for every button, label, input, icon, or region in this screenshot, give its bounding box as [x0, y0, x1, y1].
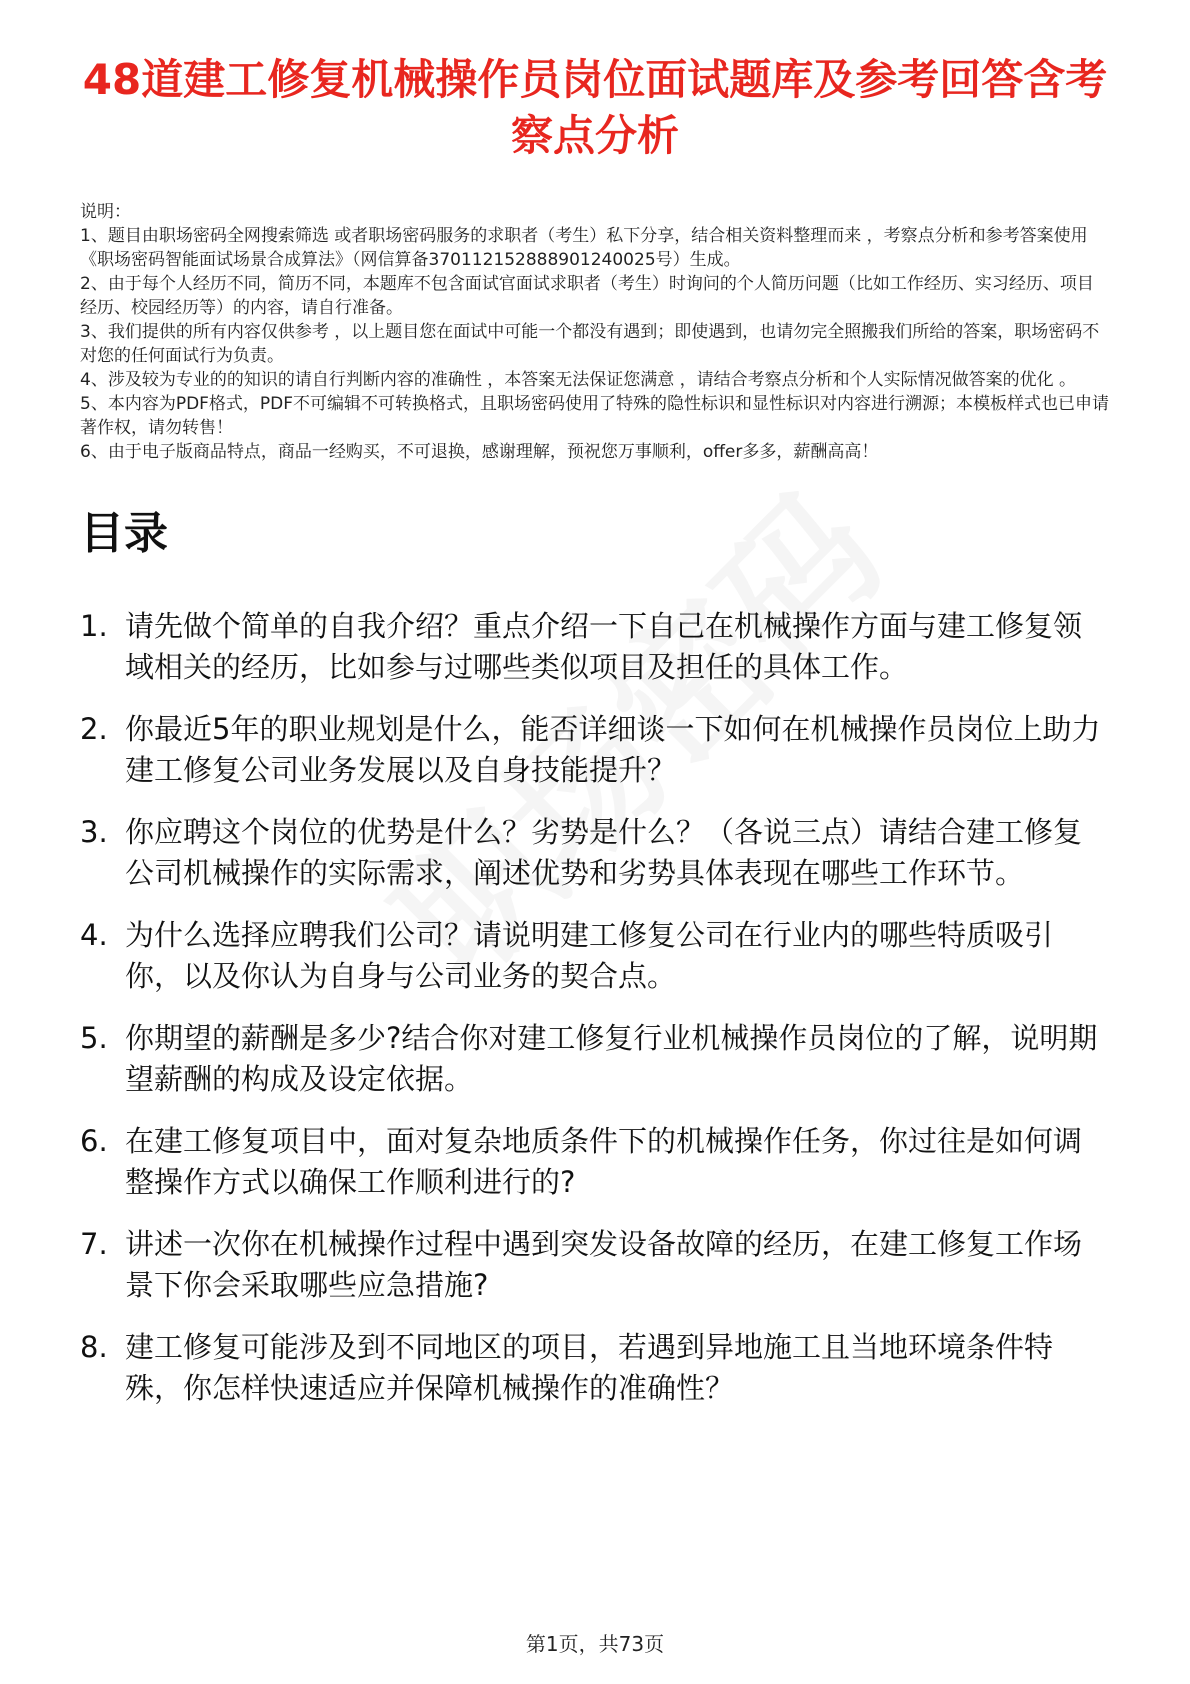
question-item-6 [80, 1121, 1110, 1203]
document-title: 48道建工修复机械操作员岗位面试题库及参考回答含考察点分析 [82, 55, 1108, 160]
question-number: 6. [80, 1124, 108, 1158]
notes-item-5: 5、本内容为PDF格式，PDF不可编辑不可转换格式，且职场密码使用了特殊的隐性标识和显性标识对内容进行溯源；本模板样式也已申请著作权，请勿转售！ [80, 394, 1110, 438]
question-number: 7. [80, 1227, 108, 1261]
question-list [80, 606, 1110, 1409]
question-item-3 [80, 812, 1110, 894]
question-number: 4. [80, 918, 108, 952]
notes-item-1: 1、题目由职场密码全网搜索筛选 或者职场密码服务的求职者（考生）私下分享，结合相关资料整理而来 ，考察点分析和参考答案使用《职场密码智能面试场景合成算法》（网信算备370112152888901240025号）生成。 [80, 226, 1088, 270]
question-item-5 [80, 1018, 1110, 1100]
notes-item-6: 6、由于电子版商品特点，商品一经购买，不可退换，感谢理解，预祝您万事顺利，offer多多，薪酬高高！ [80, 442, 879, 462]
question-number: 2. [80, 712, 108, 746]
question-item-7 [80, 1224, 1110, 1306]
question-item-2 [80, 709, 1110, 791]
question-number: 8. [80, 1330, 108, 1364]
question-text: 你最近5年的职业规划是什么，能否详细谈一下如何在机械操作员岗位上助力建工修复公司业务发展以及自身技能提升？ [125, 712, 1101, 787]
page-footer: 第1页，共73页 [525, 1632, 665, 1656]
question-item-4 [80, 915, 1110, 997]
notes-item-4: 4、涉及较为专业的的知识的请自行判断内容的准确性 ，本答案无法保证您满意 ，请结合考察点分析和个人实际情况做答案的优化 。 [80, 370, 1077, 390]
question-text: 为什么选择应聘我们公司？请说明建工修复公司在行业内的哪些特质吸引你，以及你认为自身与公司业务的契合点。 [125, 918, 1054, 993]
notes-item-2: 2、由于每个人经历不同，简历不同，本题库不包含面试官面试求职者（考生）时询问的个人简历问题（比如工作经历、实习经历、项目经历、校园经历等）的内容，请自行准备。 [80, 274, 1094, 318]
question-number: 5. [80, 1021, 108, 1055]
notes-item-3: 3、我们提供的所有内容仅供参考 ，以上题目您在面试中可能一个都没有遇到；即使遇到，也请勿完全照搬我们所给的答案，职场密码不对您的任何面试行为负责。 [80, 322, 1100, 366]
notes-heading: 说明： [80, 202, 131, 222]
notes-section [80, 200, 1110, 464]
question-text: 你期望的薪酬是多少?结合你对建工修复行业机械操作员岗位的了解，说明期望薪酬的构成及设定依据。 [125, 1021, 1098, 1096]
question-item-1 [80, 606, 1110, 688]
question-item-8 [80, 1327, 1110, 1409]
question-text: 请先做个简单的自我介绍？重点介绍一下自己在机械操作方面与建工修复领域相关的经历，比如参与过哪些类似项目及担任的具体工作。 [125, 609, 1083, 684]
question-text: 讲述一次你在机械操作过程中遇到突发设备故障的经历，在建工修复工作场景下你会采取哪些应急措施? [125, 1227, 1083, 1302]
toc-heading: 目录 [80, 508, 168, 559]
question-text: 建工修复可能涉及到不同地区的项目，若遇到异地施工且当地环境条件特殊，你怎样快速适应并保障机械操作的准确性？ [125, 1330, 1054, 1405]
question-number: 3. [80, 815, 108, 849]
question-text: 你应聘这个岗位的优势是什么？劣势是什么？（各说三点）请结合建工修复公司机械操作的实际需求，阐述优势和劣势具体表现在哪些工作环节。 [125, 815, 1083, 890]
question-text: 在建工修复项目中，面对复杂地质条件下的机械操作任务，你过往是如何调整操作方式以确保工作顺利进行的? [125, 1124, 1083, 1199]
question-number: 1. [80, 609, 108, 643]
